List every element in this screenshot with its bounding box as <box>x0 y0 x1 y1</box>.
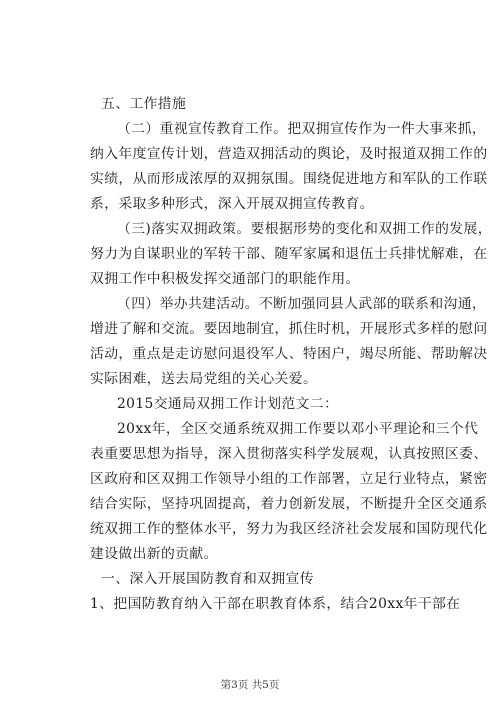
paragraph-line: （四）举办共建活动。不断加强同县人武部的联系和沟通， <box>117 296 487 312</box>
paragraph-line: 实际困难，送去局党组的关心关爱。 <box>90 371 318 387</box>
paragraph-line: 建设做出新的贡献。 <box>90 546 218 562</box>
paragraph-line: 双拥工作中积极发挥交通部门的职能作用。 <box>90 271 360 287</box>
paragraph-line: 表重要思想为指导，深入贯彻落实科学发展观，认真按照区委、 <box>90 446 488 462</box>
paragraph-line: 努力为自谋职业的军转干部、随军家属和退伍士兵排忧解难，在 <box>90 246 488 262</box>
document-body <box>90 92 492 617</box>
subtitle-sample-two: 2015交通局双拥工作计划范文二： <box>117 396 339 412</box>
page-number-footer: 第3页 共5页 <box>220 679 280 691</box>
paragraph-line: （二）重视宣传教育工作。把双拥宣传作为一件大事来抓， <box>117 121 487 137</box>
paragraph-line: 实绩，从而形成浓厚的双拥氛围。围绕促进地方和军队的工作联 <box>90 171 488 187</box>
section-heading-defense-education: 一、深入开展国防教育和双拥宣传 <box>101 571 314 587</box>
paragraph-line: 系，采取多种形式，深入开展双拥宣传教育。 <box>90 196 374 212</box>
paragraph-line: 纳入年度宣传计划，营造双拥活动的舆论，及时报道双拥工作的 <box>90 146 488 162</box>
paragraph-line: 1、把国防教育纳入干部在职教育体系，结合20xx年干部在 <box>90 596 461 612</box>
paragraph-line: 区政府和区双拥工作领导小组的工作部署，立足行业特点，紧密 <box>90 471 488 487</box>
paragraph-line: 活动，重点是走访慰问退役军人、特困户，竭尽所能、帮助解决 <box>90 346 488 362</box>
paragraph-line: 统双拥工作的整体水平，努力为我区经济社会发展和国防现代化 <box>90 521 488 537</box>
paragraph-line: 20xx年，全区交通系统双拥工作要以邓小平理论和三个代 <box>117 421 479 437</box>
paragraph-line: （三)落实双拥政策。要根据形势的变化和双拥工作的发展， <box>117 221 492 237</box>
paragraph-line: 增进了解和交流。要因地制宜，抓住时机，开展形式多样的慰问 <box>90 321 488 337</box>
section-heading-measures: 五、工作措施 <box>101 96 187 112</box>
paragraph-line: 结合实际，坚持巩固提高，着力创新发展，不断提升全区交通系 <box>90 496 488 512</box>
